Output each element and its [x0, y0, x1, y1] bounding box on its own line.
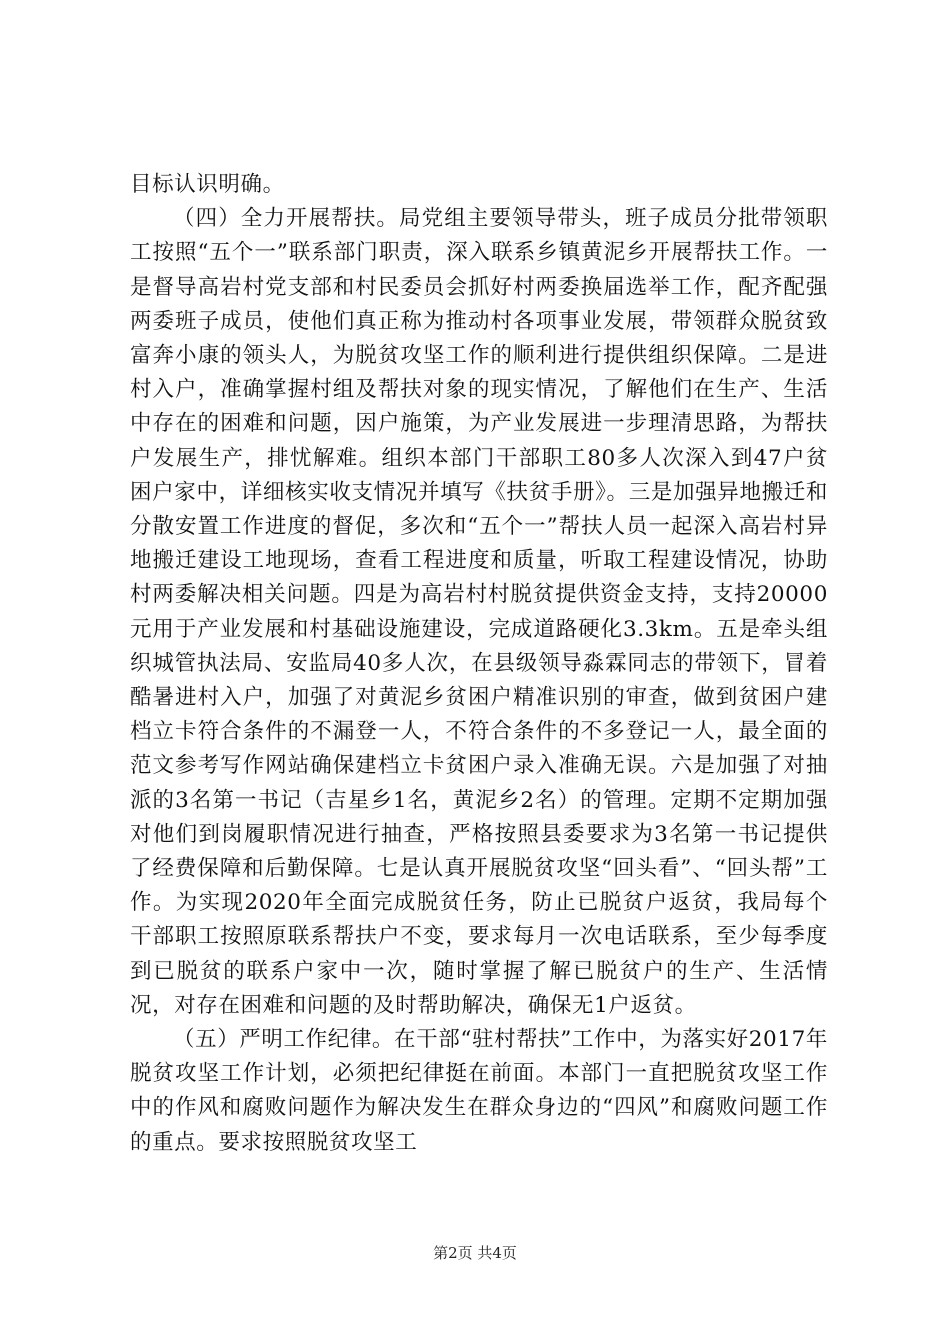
paragraph: （五）严明工作纪律。在干部“驻村帮扶”工作中，为落实好2017年脱贫攻坚工作计划，必须把纪律挺在前面。本部门一直把脱贫攻坚工作中的作风和腐败问题作为解决发生在群众身边的“四风”和腐败问题工作的重点。要求按照脱贫攻坚工: [130, 1027, 828, 1155]
page-footer: 第2页 共4页: [433, 1244, 517, 1262]
document-body: [130, 168, 828, 1160]
paragraph: 目标认识明确。: [130, 172, 285, 197]
paragraph: （四）全力开展帮扶。局党组主要领导带头，班子成员分批带领职工按照“五个一”联系部门职责，深入联系乡镇黄泥乡开展帮扶工作。一是督导高岩村党支部和村民委员会抓好村两委换届选举工作，配齐配强两委班子成员，使他们真正称为推动村各项事业发展，带领群众脱贫致富奔小康的领头人，为脱贫攻坚工作的顺利进行提供组织保障。二是进村入户，准确掌握村组及帮扶对象的现实情况，了解他们在生产、生活中存在的困难和问题，因户施策，为产业发展进一步理清思路，为帮扶户发展生产，排忧解难。组织本部门干部职工80多人次深入到47户贫困户家中，详细核实收支情况并填写《扶贫手册》。三是加强异地搬迁和分散安置工作进度的督促，多次和“五个一”帮扶人员一起深入高岩村异地搬迁建设工地现场，查看工程进度和质量，听取工程建设情况，协助村两委解决相关问题。四是为高岩村村脱贫提供资金支持，支持20000元用于产业发展和村基础设施建设，完成道路硬化3.3km。五是牵头组织城管执法局、安监局40多人次，在县级领导淼霖同志的带领下，冒着酷暑进村入户，加强了对黄泥乡贫困户精准识别的审查，做到贫困户建档立卡符合条件的不漏登一人，不符合条件的不多登记一人，最全面的范文参考写作网站确保建档立卡贫困户录入准确无误。六是加强了对抽派的3名第一书记（吉星乡1名，黄泥乡2名）的管理。定期不定期加强对他们到岗履职情况进行抽查，严格按照县委要求为3名第一书记提供了经费保障和后勤保障。七是认真开展脱贫攻坚“回头看”、“回头帮”工作。为实现2020年全面完成脱贫任务，防止已脱贫户返贫，我局每个干部职工按照原联系帮扶户不变，要求每月一次电话联系，至少每季度到已脱贫的联系户家中一次，随时掌握了解已脱贫户的生产、生活情况，对存在困难和问题的及时帮助解决，确保无1户返贫。: [130, 206, 828, 1018]
